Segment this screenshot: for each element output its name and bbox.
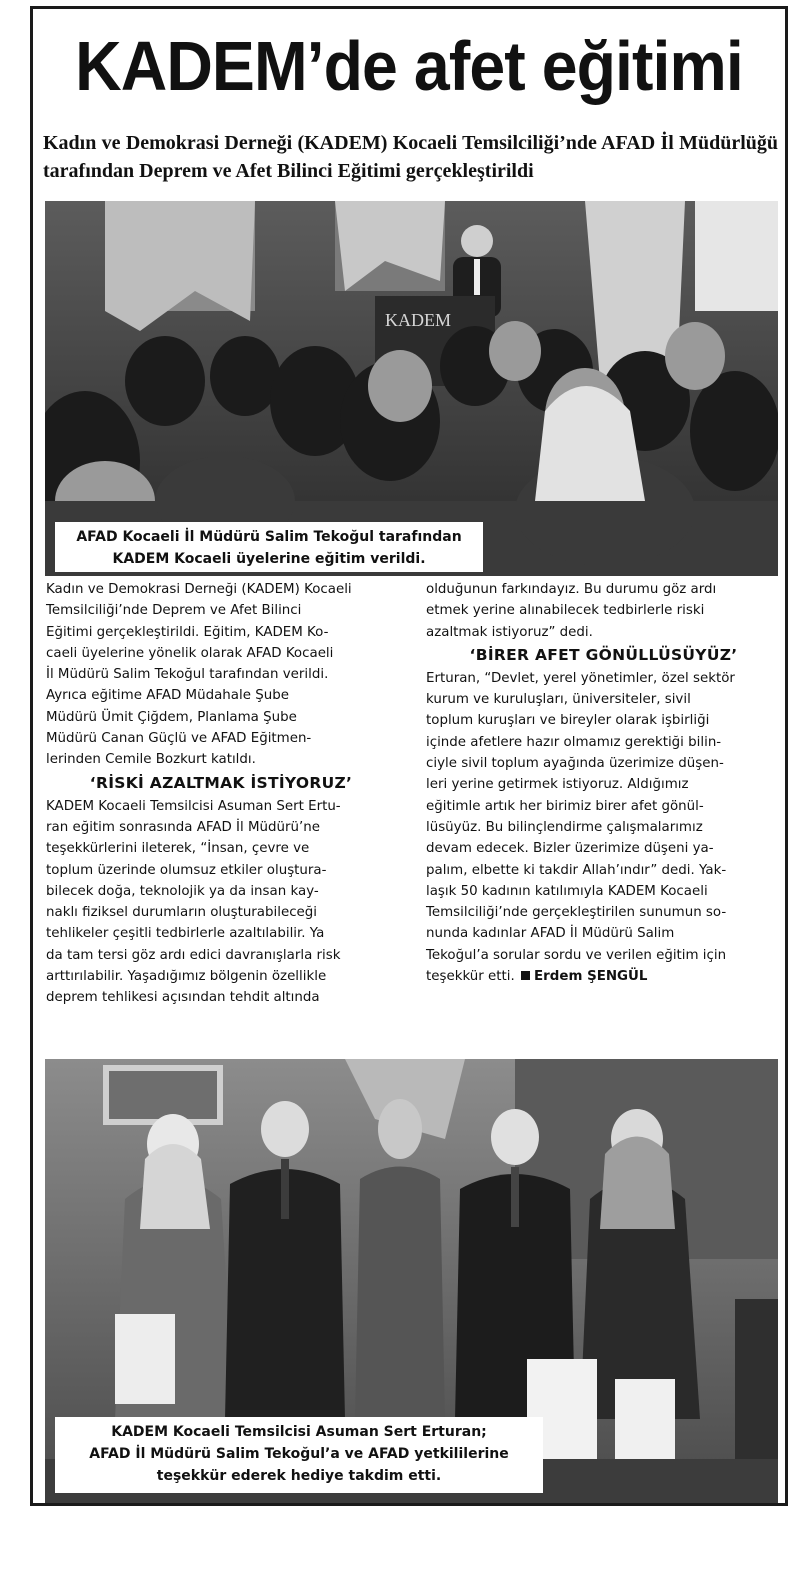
body-line: KADEM Kocaeli Temsilcisi Asuman Sert Ertu-: [46, 798, 341, 814]
section-subheading: ‘BİRER AFET GÖNÜLLÜSÜYÜZ’: [469, 645, 738, 664]
body-line: Eğitimi gerçekleştirildi. Eğitim, KADEM Ko-: [46, 624, 329, 640]
body-line: etmek yerine alınabilecek tedbirlerle riski: [426, 603, 705, 619]
body-line: nunda kadınlar AFAD İl Müdürü Salim: [426, 926, 675, 942]
body-line: lerinden Cemile Bozkurt katıldı.: [46, 752, 256, 768]
body-line: ran eğitim sonrasında AFAD İl Müdürü’ne: [46, 819, 320, 835]
body-line: Müdürü Canan Güçlü ve AFAD Eğitmen-: [46, 731, 312, 747]
caption-line: teşekkür ederek hediye takdim etti.: [156, 1468, 442, 1484]
body-line: içinde afetlere hazır olmamız gerektiği bilin-: [426, 734, 722, 750]
seminar-photo-caption: [55, 522, 483, 572]
seminar-photo: [45, 201, 778, 576]
body-line: Müdürü Ümit Çiğdem, Planlama Şube: [46, 709, 297, 725]
body-line: ciyle sivil toplum ayağında üzerimize düşen-: [426, 756, 724, 772]
body-line: arttırılabilir. Yaşadığımız bölgenin özellikle: [46, 969, 327, 985]
caption-line: AFAD İl Müdürü Salim Tekoğul’a ve AFAD yetkililerine: [89, 1446, 509, 1462]
body-line: teşekkürlerini ileterek, “İnsan, çevre ve: [46, 841, 310, 857]
closing-line: [426, 966, 781, 987]
section-subheading: ‘RİSKİ AZALTMAK İSTİYORUZ’: [89, 773, 353, 792]
body-line: caeli üyelerine yönelik olarak AFAD Kocaeli: [46, 645, 334, 661]
body-line: leri yerine getirmek istiyoruz. Aldığımız: [426, 777, 689, 793]
body-line: Tekoğul’a sorular sordu ve verilen eğitim için: [426, 947, 727, 963]
body-line: tehlikeler çeşitli tedbirlerle azaltılabilir. Ya: [46, 926, 325, 942]
body-line: olduğunun farkındayız. Bu durumu göz ardı: [426, 582, 717, 597]
body-line: kurum ve kuruluşları, üniversiteler, sivil: [426, 692, 691, 708]
podium-logo-text: KADEM: [385, 310, 451, 330]
body-line: Temsilciliği’nde Deprem ve Afet Bilinci: [46, 603, 302, 619]
group-photo-caption: [55, 1417, 543, 1493]
body-line: naklı fiziksel durumların oluşturabileceği: [46, 905, 318, 921]
body-text: teşekkür etti.: [426, 969, 515, 985]
body-line: laşık 50 kadının katılımıyla KADEM Kocaeli: [426, 883, 708, 899]
caption-line: KADEM Kocaeli üyelerine eğitim verildi.: [112, 551, 426, 567]
article-column-left: [46, 579, 396, 1009]
body-line: deprem tehlikesi açısından tehdit altında: [46, 990, 320, 1006]
body-line: Temsilciliği’nde gerçekleştirilen sunumun so-: [426, 905, 727, 921]
subheadline: Kadın ve Demokrasi Derneği (KADEM) Kocaeli Temsilciliği’nde AFAD İl Müdürlüğü tarafından Deprem ve Afet Bilinci Eğitimi gerçekleştirildi: [43, 132, 778, 182]
body-line: Erturan, “Devlet, yerel yönetimler, özel sektör: [426, 670, 735, 686]
body-line: eğitimle artık her birimiz birer afet gönül-: [426, 798, 704, 814]
body-line: toplum üzerinde olumsuz etkiler oluştura-: [46, 862, 327, 878]
body-line: devam edecek. Bizler üzerimize düşeni ya-: [426, 841, 714, 857]
body-line: azaltmak istiyoruz” dedi.: [426, 624, 593, 640]
body-line: Kadın ve Demokrasi Derneği (KADEM) Kocaeli: [46, 582, 352, 597]
seminar-photo-art: [45, 201, 778, 576]
body-line: lüsüyüz. Bu bilinçlendirme çalışmalarımız: [426, 819, 703, 835]
body-line: toplum kuruşları ve bireyler olarak işbirliği: [426, 713, 710, 729]
body-line: İl Müdürü Salim Tekoğul tarafından verildi.: [46, 667, 329, 683]
caption-line: KADEM Kocaeli Temsilcisi Asuman Sert Erturan;: [111, 1424, 487, 1440]
body-line: bilecek doğa, teknolojik ya da insan kay-: [46, 883, 319, 899]
body-line: da tam tersi göz ardı edici davranışlarla risk: [46, 947, 341, 963]
article-column-right: [426, 579, 781, 987]
caption-line: AFAD Kocaeli İl Müdürü Salim Tekoğul tarafından: [76, 529, 462, 545]
square-bullet-icon: [521, 971, 530, 980]
body-line: Ayrıca eğitime AFAD Müdahale Şube: [46, 688, 289, 704]
article-frame: [30, 6, 788, 1506]
headline: KADEM’de afet eğitimi: [75, 27, 743, 105]
author-byline: Erdem ŞENGÜL: [534, 969, 648, 985]
body-line: palım, elbette ki takdir Allah’ındır” dedi. Yak-: [426, 862, 727, 878]
